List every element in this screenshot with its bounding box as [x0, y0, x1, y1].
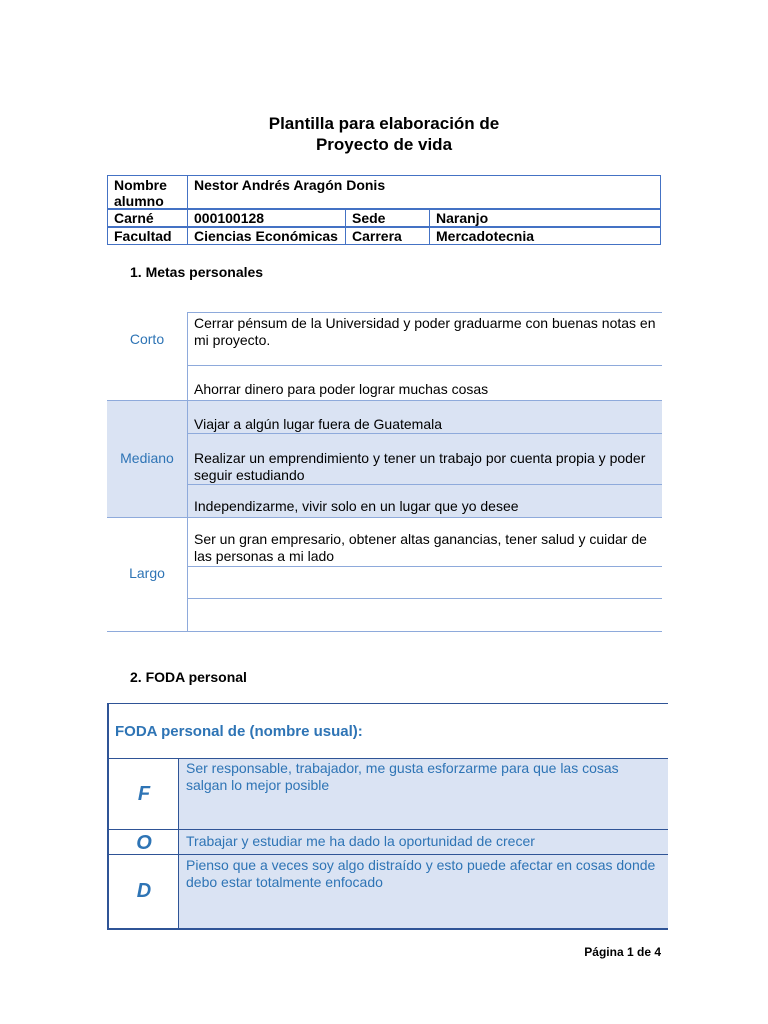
meta-mediano-2: Realizar un emprendimiento y tener un trabajo por cuenta propia y poder seguir estudiando [194, 450, 646, 483]
foda-table [107, 703, 668, 930]
meta-mediano-1: Viajar a algún lugar fuera de Guatemala [194, 416, 443, 432]
title-line-2: Proyecto de vida [315, 135, 453, 154]
metas-label-corto: Corto [129, 331, 165, 347]
page-number: Página 1 de 4 [584, 945, 661, 959]
info-row-nombre [108, 176, 660, 209]
foda-letter-f: F [137, 783, 151, 805]
title-line-1: Plantilla para elaboración de [268, 114, 500, 133]
meta-largo-1: Ser un gran empresario, obtener altas ganancias, tener salud y cuidar de las personas a mi lado [194, 531, 647, 564]
nombre-value: Nestor Andrés Aragón Donis [194, 177, 386, 193]
foda-letter-o: O [136, 832, 152, 854]
foda-heading: 2. FODA personal [130, 669, 247, 685]
student-info-table [107, 175, 661, 245]
carrera-value: Mercadotecnia [436, 228, 535, 244]
carne-label: Carné [114, 210, 154, 226]
carrera-label: Carrera [352, 228, 402, 244]
meta-corto-1: Cerrar pénsum de la Universidad y poder graduarme con buenas notas en mi proyecto. [194, 315, 656, 348]
foda-text-o: Trabajar y estudiar me ha dado la oportunidad de crecer [186, 833, 535, 849]
page-title [0, 113, 768, 155]
metas-label-mediano: Mediano [120, 450, 174, 466]
carne-value: 000100128 [194, 210, 265, 226]
foda-text-d: Pienso que a veces soy algo distraído y esto puede afectar en cosas donde debo estar totalmente enfocado [186, 857, 656, 890]
info-row-facultad [108, 228, 660, 245]
sede-value: Naranjo [436, 210, 489, 226]
sede-label: Sede [352, 210, 386, 226]
foda-letter-d: D [136, 880, 152, 902]
facultad-value: Ciencias Económicas [194, 228, 338, 244]
facultad-label: Facultad [114, 228, 172, 244]
info-row-carne [108, 210, 660, 227]
foda-text-f: Ser responsable, trabajador, me gusta esforzarme para que las cosas salgan lo mejor posible [186, 760, 619, 793]
foda-title: FODA personal de (nombre usual): [115, 723, 363, 740]
metas-heading: 1. Metas personales [130, 264, 264, 280]
nombre-label: Nombre alumno [114, 177, 167, 209]
meta-mediano-3: Independizarme, vivir solo en un lugar que yo desee [194, 498, 519, 514]
meta-corto-2: Ahorrar dinero para poder lograr muchas cosas [194, 381, 489, 397]
metas-label-largo: Largo [129, 565, 165, 581]
metas-table [107, 312, 662, 632]
